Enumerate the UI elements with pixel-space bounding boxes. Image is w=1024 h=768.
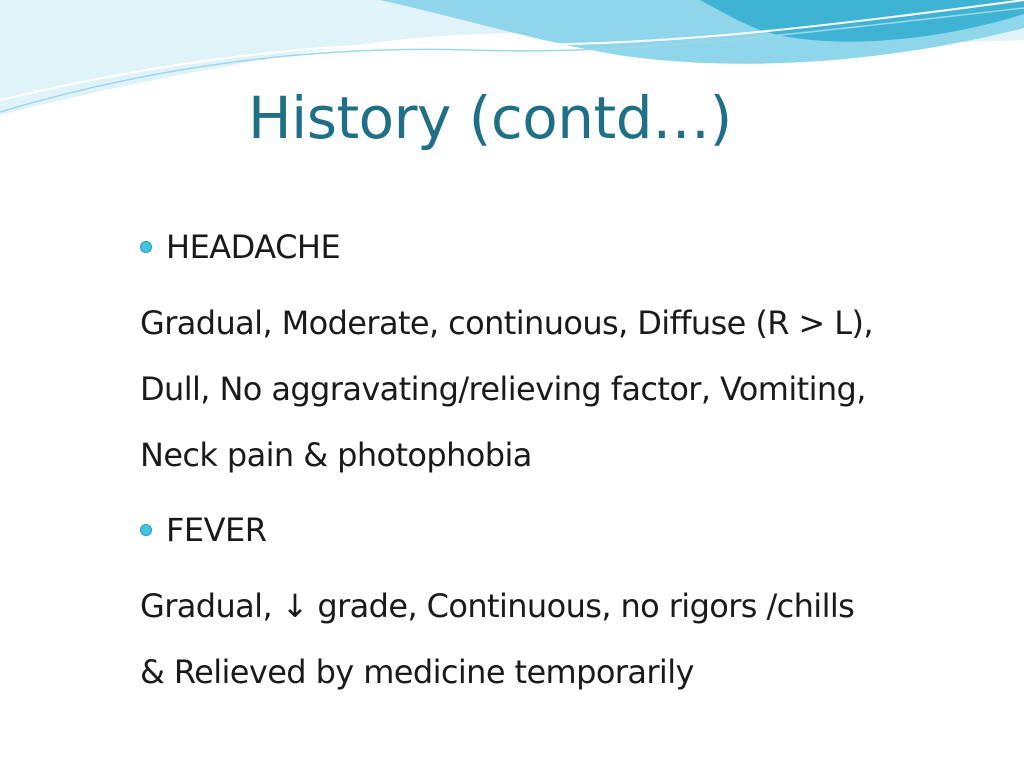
bullet-fever-label: FEVER — [166, 511, 267, 549]
headache-line-3: Neck pain & photophobia — [140, 436, 532, 474]
bullet-headache-label: HEADACHE — [166, 228, 341, 266]
fever-line-2: & Relieved by medicine temporarily — [140, 653, 694, 691]
headache-description — [140, 290, 1000, 488]
headache-line-2: Dull, No aggravating/relieving factor, Vomiting, — [140, 370, 866, 408]
bullet-fever — [140, 507, 266, 553]
fever-line-1: Gradual, ↓ grade, Continuous, no rigors /chills — [140, 587, 855, 625]
slide-title: History (contd…) — [248, 84, 732, 152]
bullet-dot-icon — [140, 241, 152, 253]
fever-description — [140, 573, 1000, 705]
bullet-dot-icon — [140, 524, 152, 536]
headache-line-1: Gradual, Moderate, continuous, Diffuse (R > L), — [140, 304, 873, 342]
bullet-headache — [140, 224, 340, 270]
